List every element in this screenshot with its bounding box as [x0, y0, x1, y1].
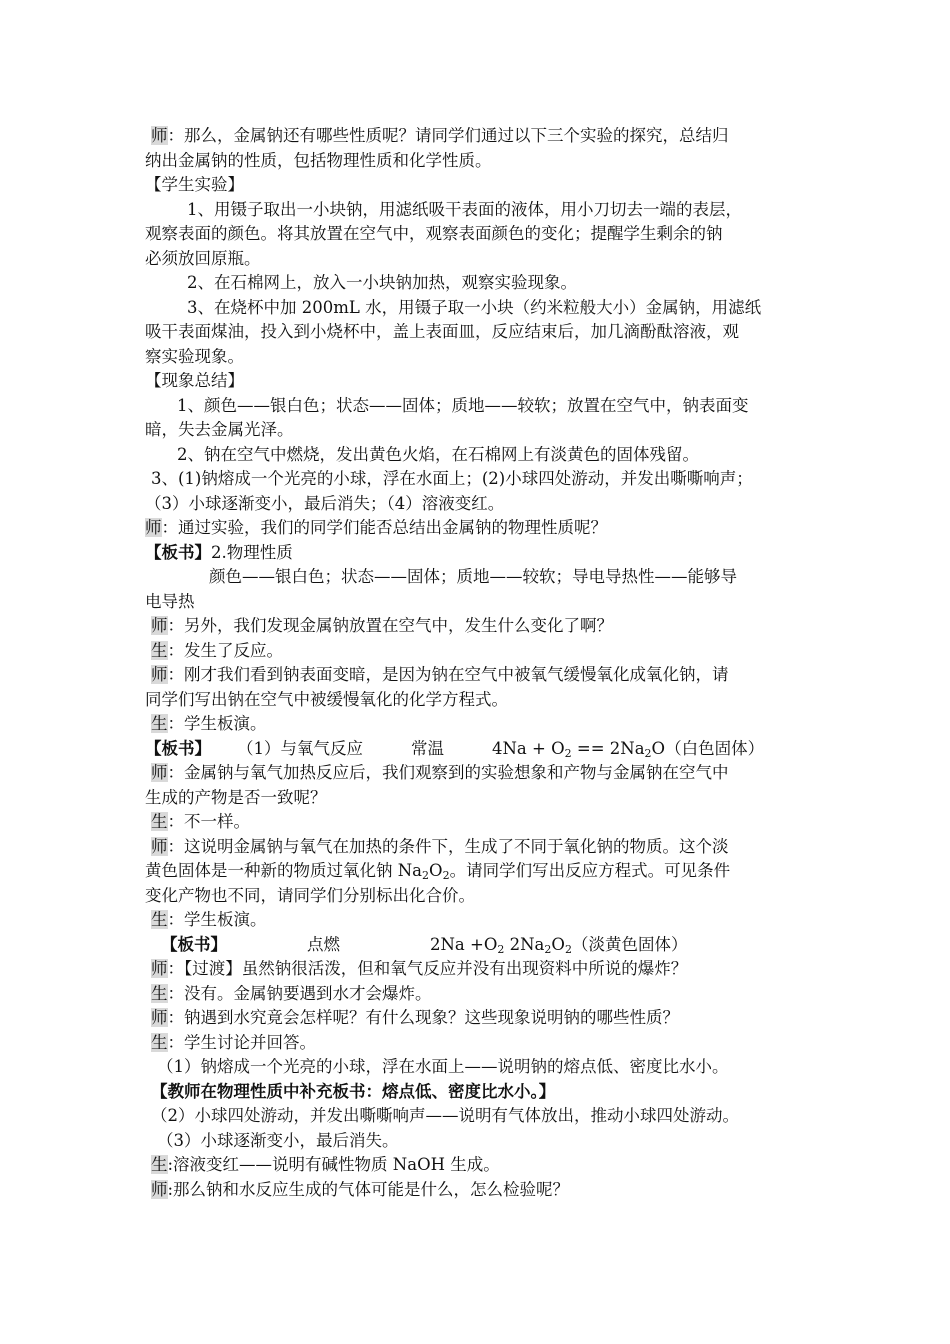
text: ：另外，我们发现金属钠放置在空气中，发生什么变化了啊？ — [167, 616, 613, 635]
teacher-label: 师 — [151, 763, 168, 782]
board-note-supplement: 【教师在物理性质中补充板书：熔点低、密度比水小。】 — [151, 1081, 556, 1101]
text-line: （2）小球四处游动，并发出嘶嘶响声——说明有气体放出，推动小球四处游动。 — [151, 1106, 739, 1125]
text-line: 观察表面的颜色。将其放置在空气中，观察表面颜色的变化；提醒学生剩余的钠 — [145, 224, 723, 243]
student-line — [145, 1031, 815, 1056]
board-item: （1）与氧气反应 — [237, 738, 363, 758]
text-line: 2、在石棉网上，放入一小块钠加热，观察实验现象。 — [187, 273, 577, 292]
text: :溶液变红——说明有碱性物质 NaOH 生成。 — [167, 1155, 500, 1174]
student-line — [145, 712, 815, 737]
text: ：钠遇到水究竟会怎样呢？有什么现象？这些现象说明钠的哪些性质？ — [167, 1008, 679, 1027]
text-line: 黄色固体是一种新的物质过氧化钠 $Na_2O_2$。请同学们写出反应方程式。可见条件 — [145, 861, 731, 882]
text: ：那么，金属钠还有哪些性质呢？请同学们通过以下三个实验的探究，总结归 — [167, 126, 729, 145]
product-note: （白色固体） — [665, 738, 765, 758]
teacher-label: 师 — [151, 126, 168, 145]
teacher-label: 师 — [151, 1008, 168, 1027]
text: ：没有。金属钠要遇到水才会爆炸。 — [167, 983, 432, 1003]
student-label: 生 — [151, 983, 168, 1003]
text-line: 颜色——银白色；状态——固体；质地——较软；导电导热性——能够导 — [209, 567, 737, 586]
text-line: 变化产物也不同，请同学们分别标出化合价。 — [145, 885, 475, 905]
student-label: 生 — [151, 812, 168, 831]
text: ：通过实验，我们的同学们能否总结出金属钠的物理性质呢？ — [161, 518, 607, 537]
student-line — [145, 908, 815, 933]
section-heading: 【现象总结】 — [145, 371, 244, 390]
student-line — [145, 982, 815, 1007]
board-note-equation-1 — [145, 737, 815, 762]
text: :那么钠和水反应生成的气体可能是什么，怎么检验呢？ — [167, 1179, 570, 1199]
board-tag: 【板书】 — [145, 542, 211, 562]
text: ：学生板演。 — [167, 714, 267, 733]
product-note: （淡黄色固体） — [571, 934, 688, 954]
teacher-line — [145, 124, 815, 149]
student-label: 生 — [151, 910, 168, 929]
board-tag: 【板书】 — [161, 934, 227, 954]
text-line: 暗，失去金属光泽。 — [145, 420, 294, 439]
teacher-label: 师 — [145, 518, 162, 537]
text-line: 同学们写出钠在空气中被缓慢氧化的化学方程式。 — [145, 689, 508, 709]
section-heading: 【学生实验】 — [145, 175, 244, 194]
chemical-equation: $2Na +O_2$ $2Na_2O_2$ — [430, 934, 572, 956]
text-line: 电导热 — [145, 591, 195, 611]
text-line: 3、(1)钠熔成一个光亮的小球，浮在水面上；(2)小球四处游动，并发出嘶嘶响声； — [151, 469, 753, 488]
student-line — [145, 810, 815, 835]
text: ：学生讨论并回答。 — [167, 1032, 316, 1052]
text-line: （3）小球逐渐变小，最后消失；（4）溶液变红。 — [145, 493, 505, 513]
student-label: 生 — [151, 1032, 168, 1052]
text-line: 2、钠在空气中燃烧，发出黄色火焰，在石棉网上有淡黄色的固体残留。 — [177, 444, 699, 464]
board-note-heading — [145, 541, 815, 566]
teacher-line — [145, 1006, 815, 1031]
text: ：金属钠与氧气加热反应后，我们观察到的实验想象和产物与金属钠在空气中 — [167, 763, 729, 782]
text-line: 察实验现象。 — [145, 346, 244, 366]
board-tag: 【板书】 — [145, 738, 211, 758]
teacher-line — [145, 761, 815, 786]
board-title: 2.物理性质 — [211, 542, 293, 562]
text: ：不一样。 — [167, 812, 250, 831]
text: ：发生了反应。 — [167, 640, 283, 660]
teacher-label: 师 — [151, 616, 168, 635]
text-line: 1、用镊子取出一小块钠，用滤纸吸干表面的液体，用小刀切去一端的表层， — [187, 199, 742, 219]
teacher-label: 师 — [151, 836, 168, 856]
teacher-line — [145, 957, 815, 982]
text-line: 必须放回原瓶。 — [145, 248, 261, 268]
chemical-equation: $4Na + O_2 == 2Na_2O$ — [492, 738, 666, 760]
text-line: （1）钠熔成一个光亮的小球，浮在水面上——说明钠的熔点低、密度比水小。 — [157, 1057, 729, 1076]
text-line: （3）小球逐渐变小，最后消失。 — [157, 1130, 399, 1150]
text: ：这说明金属钠与氧气在加热的条件下，生成了不同于氧化钠的物质。这个淡 — [167, 836, 729, 856]
text: ：刚才我们看到钠表面变暗，是因为钠在空气中被氧气缓慢氧化成氧化钠，请 — [167, 665, 729, 684]
board-note-equation-2 — [145, 933, 815, 958]
teacher-label: 师 — [151, 959, 168, 978]
student-label: 生 — [151, 1155, 168, 1174]
text-line: 纳出金属钠的性质，包括物理性质和化学性质。 — [145, 150, 492, 170]
teacher-label: 师 — [151, 1179, 168, 1199]
student-line — [145, 1153, 815, 1178]
teacher-line — [145, 835, 815, 860]
document-body — [145, 124, 815, 1202]
student-line — [145, 639, 815, 664]
text: ：【过渡】虽然钠很活泼，但和氧气反应并没有出现资料中所说的爆炸？ — [167, 959, 688, 978]
text-line: 吸干表面煤油，投入到小烧杯中，盖上表面皿，反应结束后，加几滴酚酞溶液，观 — [145, 322, 739, 341]
text: ：学生板演。 — [167, 910, 267, 929]
teacher-line — [145, 1178, 815, 1203]
text-line: 3、在烧杯中加 200mL 水，用镊子取一小块（约米粒般大小）金属钠，用滤纸 — [187, 297, 762, 317]
text-line: 1、颜色——银白色；状态——固体；质地——较软；放置在空气中，钠表面变 — [177, 395, 749, 415]
student-label: 生 — [151, 640, 168, 660]
student-label: 生 — [151, 714, 168, 733]
reaction-condition: 点燃 — [307, 934, 340, 954]
teacher-line — [145, 516, 815, 541]
teacher-label: 师 — [151, 665, 168, 684]
text-line: 生成的产物是否一致呢？ — [145, 787, 327, 807]
teacher-line — [145, 614, 815, 639]
reaction-condition: 常温 — [411, 738, 444, 758]
teacher-line — [145, 663, 815, 688]
